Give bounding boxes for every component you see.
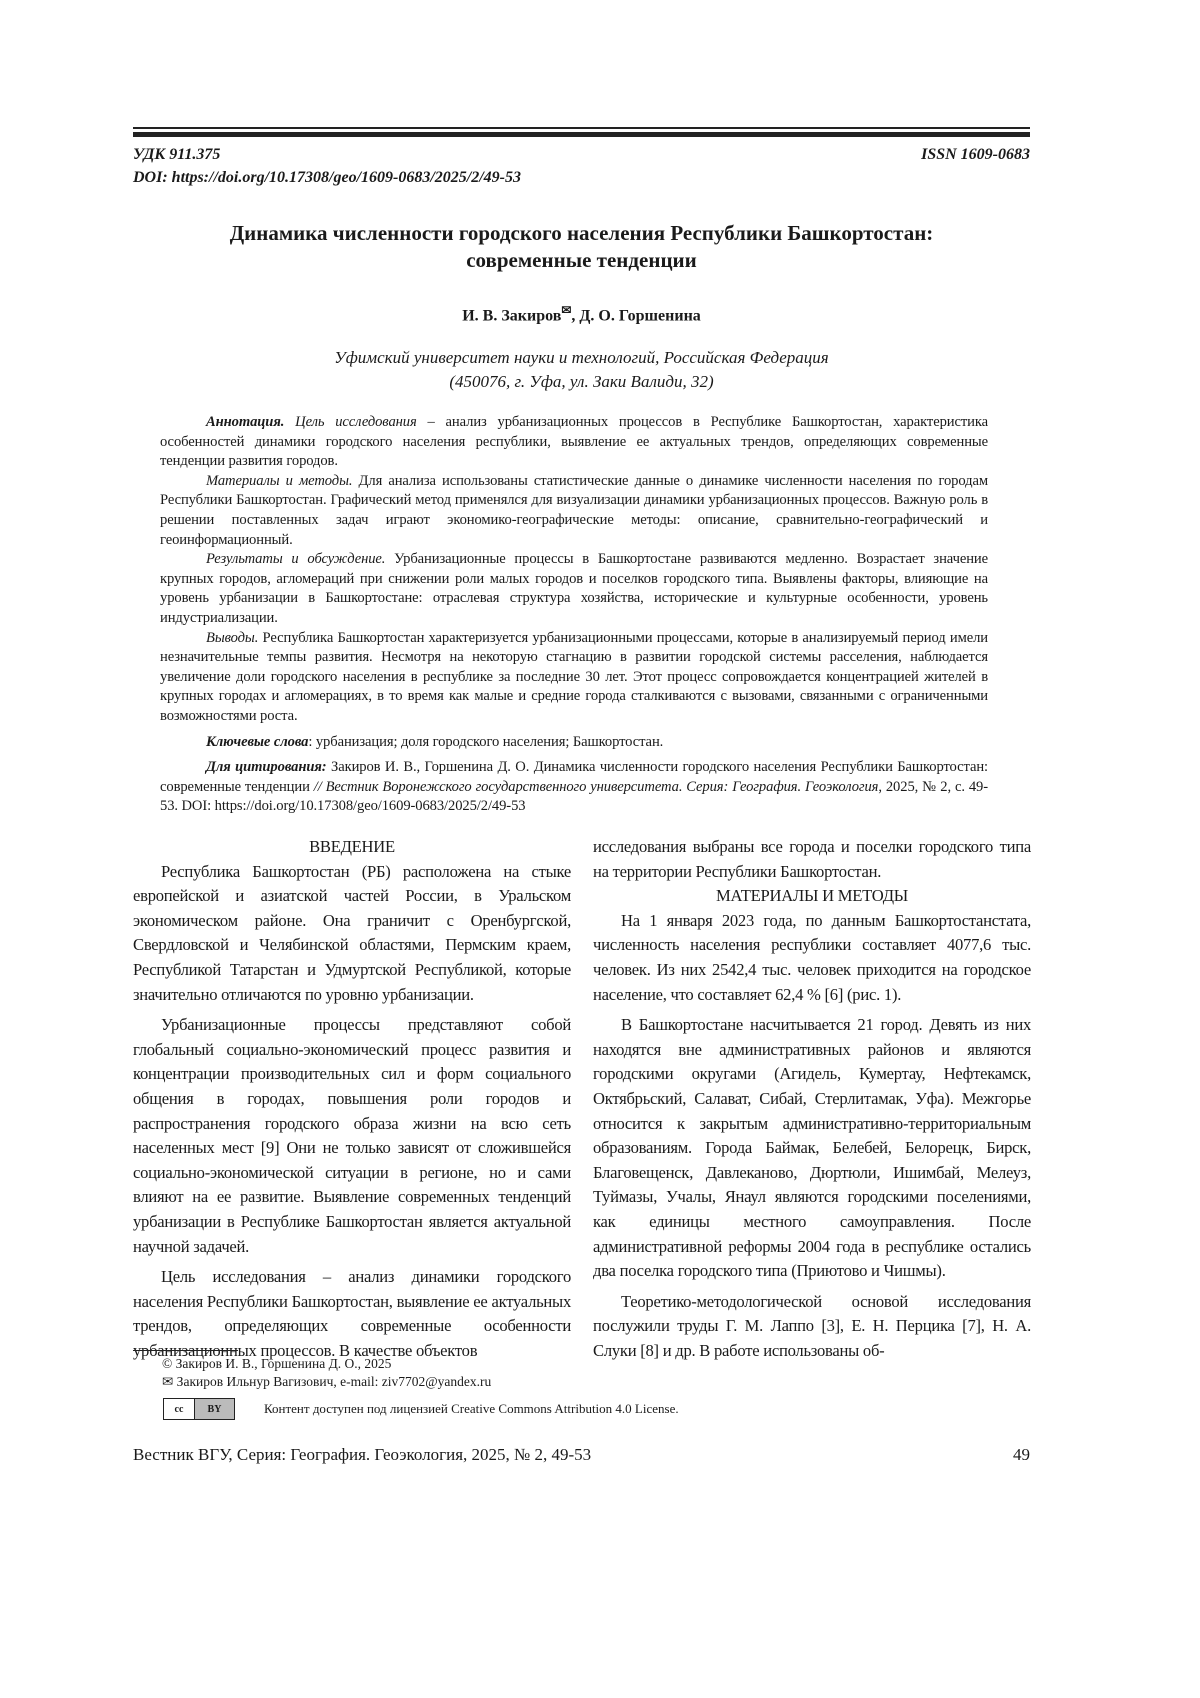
affiliation [133,346,1030,394]
conclusions-text: Республика Башкортостан характеризуется урбанизационными процессами, которые в анализируемый период имели незначительные темпы развития. Несмотря на некоторую стагнацию в развитии городской системы расселения, наблюдается увеличение доли городского населения в республике за последние 30 лет. Этот процесс сопровождается концентрацией жителей в крупных городах и агломерациях, в то время как малые и средние города сталкиваются с вызовами, связанными с ограниченными возможностями роста. [160,630,988,724]
mail-icon: ✉ [561,303,571,317]
cite-doi[interactable]: , 2025, № 2, с. 49-53. DOI: https://doi.org/10.17308/geo/1609-0683/2025/2/49-53 [160,779,988,815]
paragraph-continuation: исследования выбраны все города и поселки городского типа на территории Республики Башкортостан. [593,835,1031,884]
goal-text: – анализ урбанизационных процессов в Республике Башкортостан, характеристика особенностей динамики городского населения республики, выявление ее актуальных трендов, определяющих современные тенденции развития городов. [160,414,988,469]
abstract [160,413,988,817]
affiliation-line-2: (450076, г. Уфа, ул. Заки Валиди, 32) [133,370,1030,394]
cc-icon: cc [164,1399,195,1419]
by-icon: BY [195,1399,234,1419]
annotation-label: Аннотация. [206,414,284,430]
conclusions-label: Выводы. [206,630,258,646]
paragraph: Урбанизационные процессы представляют собой глобальный социально-экономический процесс развития и концентрации производительных сил и форм социального общения в городах, повышения роли городов и распространения городского образа жизни на всю сеть населенных мест [9] Они не только зависят от сложившейся социально-экономической ситуации в регионе, но и сами влияют на ее развитие. Выявление современных тенденций урбанизации в Республике Башкортостан является актуальной научной задачей. [133,1013,571,1259]
page-number: 49 [1013,1445,1030,1465]
footnote-copyright: © Закиров И. В., Горшенина Д. О., 2025 [162,1355,391,1373]
udk: УДК 911.375 [133,143,220,166]
abstract-results [160,550,988,628]
paragraph: Республика Башкортостан (РБ) расположена на стыке европейской и азиатской частей России, в Уральском экономическом районе. Она граничит с Оренбургской, Свердловской и Челябинской областями, Пермским краем, Республикой Татарстан и Удмуртской Республикой, которые значительно отличаются по уровню урбанизации. [133,860,571,1008]
author-rest: , Д. О. Горшенина [571,307,700,324]
left-column [133,835,571,1363]
keywords-text: : урбанизация; доля городского населения; Башкортостан. [308,734,663,750]
keywords [160,733,988,753]
affiliation-line-1: Уфимский университет науки и технологий, Российская Федерация [133,346,1030,370]
cite-journal: // Вестник Воронежского государственного университета. Серия: География. Геоэкология [314,779,879,795]
methods-label: Материалы и методы. [206,473,352,489]
abstract-goal [160,413,988,472]
abstract-conclusions [160,629,988,727]
issn: ISSN 1609-0683 [921,143,1030,166]
footer-journal: Вестник ВГУ, Серия: География. Геоэкология, 2025, № 2, 49-53 [133,1445,591,1465]
paragraph: Теоретико-методологической основой исследования послужили труды Г. М. Лаппо [3], Е. Н. Перцика [7], Н. А. Слуки [8] и др. В работе использованы об- [593,1290,1031,1364]
paragraph: В Башкортостане насчитывается 21 город. Девять из них находятся вне административных районов и являются городскими округами (Агидель, Кумертау, Нефтекамск, Октябрьский, Салават, Сибай, Стерлитамак, Уфа). Межгорье относится к закрытым административно-территориальным образованиям. Города Баймак, Белебей, Белорецк, Бирск, Благовещенск, Давлеканово, Дюртюли, Ишимбай, Мелеуз, Туймазы, Учалы, Янаул являются городскими поселениями, как единицы местного самоуправления. После административной реформы 2004 года в республике остались два поселка городского типа (Приютово и Чишмы). [593,1013,1031,1284]
paragraph: На 1 января 2023 года, по данным Башкортостанстата, численность населения республики составляет 4077,6 тыс. человек. Из них 2542,4 тыс. человек приходится на городское население, что составляет 62,4 % [6] (рис. 1). [593,909,1031,1007]
methods-text: Для анализа использованы статистические данные о динамике численности населения по городам Республики Башкортостан. Графический метод применялся для визуализации динамики урбанизационных процессов. Важную роль в решении поставленных задач играют экономико-географические методы: описание, сравнительно-географический и геоинформационный. [160,473,988,548]
footnote-contact: ✉ Закиров Ильнур Вагизович, e-mail: ziv7702@yandex.ru [162,1373,491,1391]
results-label: Результаты и обсуждение. [206,551,385,567]
title-line-2: современные тенденции [133,247,1030,274]
section-heading-introduction: ВВЕДЕНИЕ [133,835,571,860]
cite-label: Для цитирования: [206,759,327,775]
right-column [593,835,1031,1363]
authors [133,303,1030,325]
goal-label: Цель исследования [295,414,417,430]
abstract-methods [160,472,988,550]
doi[interactable]: DOI: https://doi.org/10.17308/geo/1609-0683/2025/2/49-53 [133,166,521,189]
citation [160,758,988,817]
cc-by-license-icon[interactable] [163,1398,235,1420]
author-first: И. В. Закиров [462,307,561,324]
header-rule-thin [133,127,1030,129]
results-text: Урбанизационные процессы в Башкортостане развиваются медленно. Возрастает значение крупных городов, агломераций при снижении роли малых городов и поселков городского типа. Выявлены факторы, влияющие на уровень урбанизации в Башкортостане: отраслевая структура хозяйства, исторические и культурные особенности, уровень индустриализации. [160,551,988,626]
license-text: Контент доступен под лицензией Creative Commons Attribution 4.0 License. [264,1400,679,1418]
header-rule-thick [133,132,1030,137]
footnote-rule [133,1350,238,1351]
keywords-label: Ключевые слова [206,734,308,750]
paragraph: Цель исследования – анализ динамики городского населения Республики Башкортостан, выявление ее актуальных трендов, определяющих современные особенности урбанизационных процессов. В качестве объектов [133,1265,571,1363]
section-heading-methods: МАТЕРИАЛЫ И МЕТОДЫ [593,884,1031,909]
cite-text: Закиров И. В., Горшенина Д. О. Динамика численности городского населения Республики Башкортостан: современные тенденции [160,759,988,795]
title-line-1: Динамика численности городского населения Республики Башкортостан: [133,220,1030,247]
page-title [133,220,1030,274]
